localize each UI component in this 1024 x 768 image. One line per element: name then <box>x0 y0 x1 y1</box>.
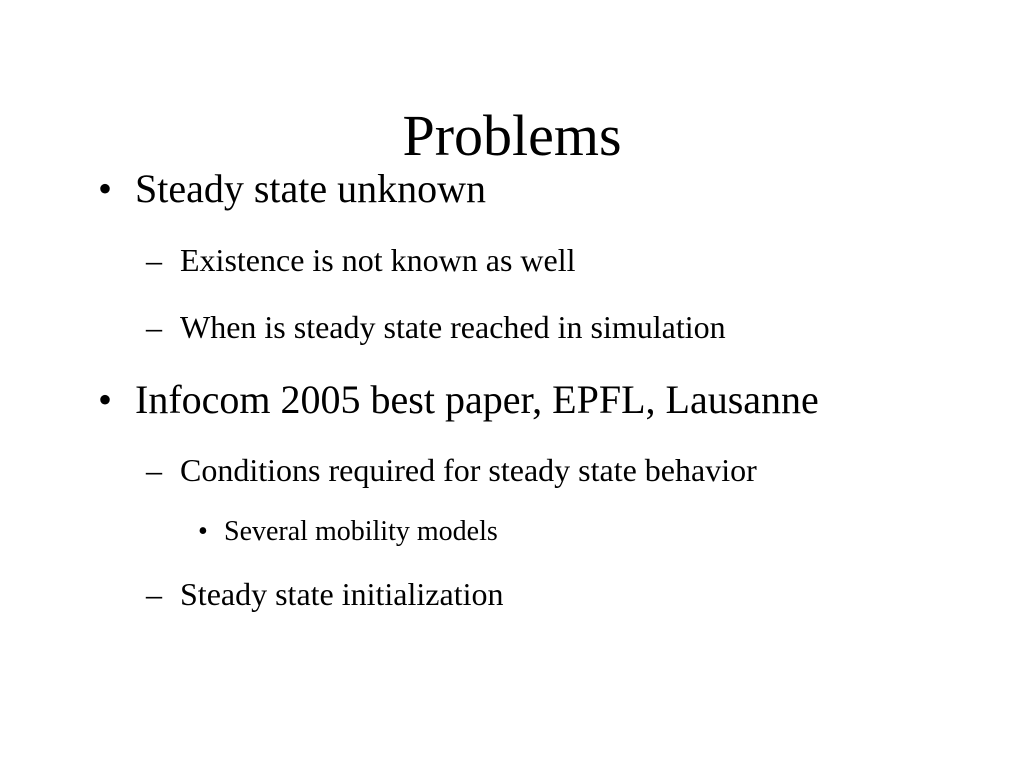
dash-marker: – <box>146 309 162 345</box>
sub-sub-bullet-item <box>198 516 498 548</box>
dash-marker: – <box>146 452 162 488</box>
sub-bullet-item <box>146 452 757 488</box>
bullet-marker: • <box>198 516 208 547</box>
bullet-marker: • <box>98 166 113 211</box>
sub-bullet-text: Steady state initialization <box>180 576 504 612</box>
sub-sub-bullet-text: Several mobility models <box>224 516 498 547</box>
sub-bullet-item <box>146 242 576 278</box>
bullet-text: Steady state unknown <box>135 166 487 211</box>
bullet-item <box>98 377 819 422</box>
bullet-marker: • <box>98 377 113 422</box>
sub-bullet-item <box>146 309 726 345</box>
dash-marker: – <box>146 576 162 612</box>
sub-bullet-item <box>146 576 504 612</box>
dash-marker: – <box>146 242 162 278</box>
sub-bullet-text: When is steady state reached in simulation <box>180 309 726 345</box>
sub-bullet-text: Conditions required for steady state behavior <box>180 452 757 488</box>
bullet-text: Infocom 2005 best paper, EPFL, Lausanne <box>135 377 819 422</box>
slide-title: Problems <box>402 103 622 168</box>
bullet-item <box>98 166 487 211</box>
sub-bullet-text: Existence is not known as well <box>180 242 576 278</box>
